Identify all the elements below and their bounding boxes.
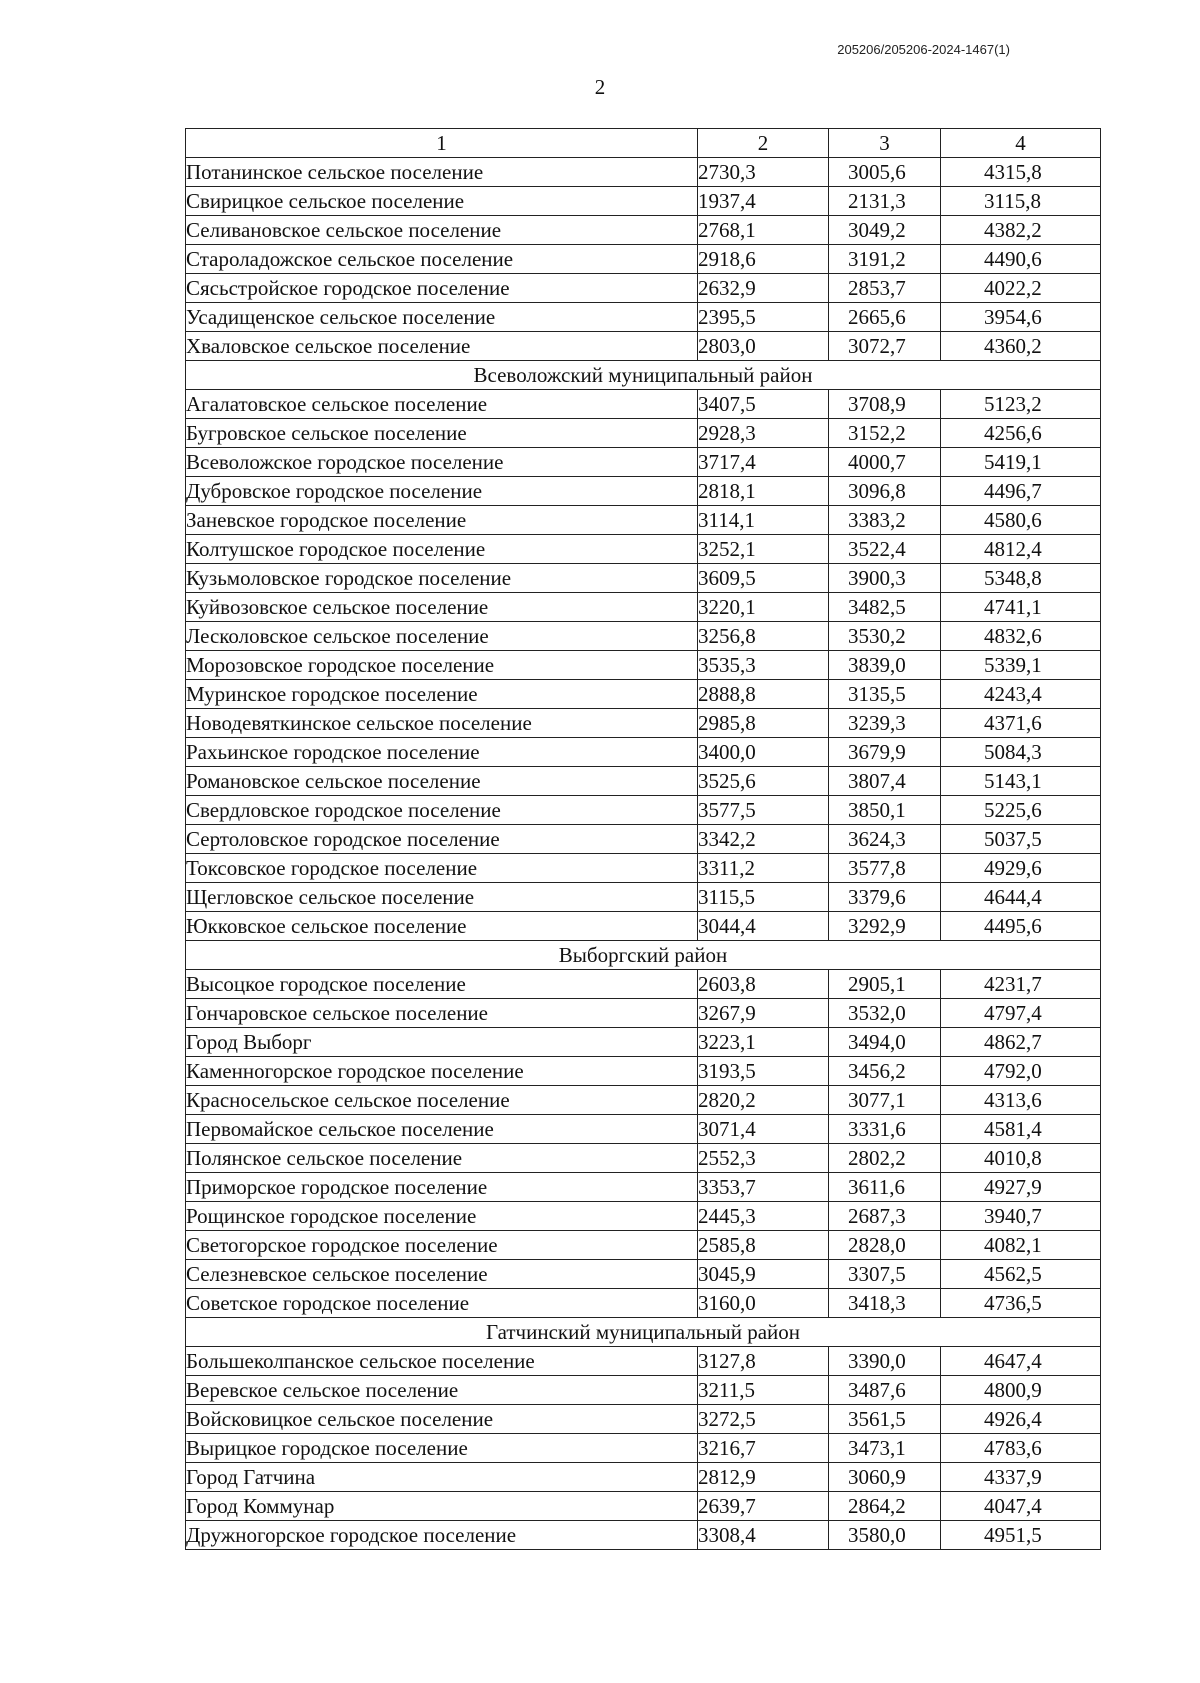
table-row <box>186 1376 1101 1405</box>
value-cell-col3: 3577,8 <box>829 854 941 883</box>
table-row <box>186 709 1101 738</box>
value-cell-col4: 4926,4 <box>941 1405 1101 1434</box>
table-row <box>186 564 1101 593</box>
value-cell-col2: 3342,2 <box>698 825 829 854</box>
value-cell-col4: 4047,4 <box>941 1492 1101 1521</box>
table-row <box>186 1115 1101 1144</box>
table-row <box>186 419 1101 448</box>
table-row <box>186 1521 1101 1550</box>
value-cell-col3: 2131,3 <box>829 187 941 216</box>
settlement-name-cell: Муринское городское поселение <box>186 680 698 709</box>
value-cell-col4: 4315,8 <box>941 158 1101 187</box>
value-cell-col4: 4736,5 <box>941 1289 1101 1318</box>
value-cell-col3: 2687,3 <box>829 1202 941 1231</box>
settlement-name-cell: Вырицкое городское поселение <box>186 1434 698 1463</box>
value-cell-col3: 3839,0 <box>829 651 941 680</box>
value-cell-col2: 3071,4 <box>698 1115 829 1144</box>
value-cell-col3: 3580,0 <box>829 1521 941 1550</box>
value-cell-col2: 3114,1 <box>698 506 829 535</box>
settlement-name-cell: Город Коммунар <box>186 1492 698 1521</box>
header-cell-3: 3 <box>829 129 941 158</box>
value-cell-col4: 4580,6 <box>941 506 1101 535</box>
table-row <box>186 883 1101 912</box>
table-row <box>186 738 1101 767</box>
value-cell-col2: 2639,7 <box>698 1492 829 1521</box>
value-cell-col3: 3331,6 <box>829 1115 941 1144</box>
table-row <box>186 1347 1101 1376</box>
value-cell-col3: 3379,6 <box>829 883 941 912</box>
value-cell-col3: 3060,9 <box>829 1463 941 1492</box>
value-cell-col4: 5348,8 <box>941 564 1101 593</box>
table-row <box>186 1289 1101 1318</box>
value-cell-col2: 2985,8 <box>698 709 829 738</box>
value-cell-col2: 3256,8 <box>698 622 829 651</box>
header-row <box>186 129 1101 158</box>
table-row <box>186 506 1101 535</box>
value-cell-col4: 4581,4 <box>941 1115 1101 1144</box>
value-cell-col4: 4797,4 <box>941 999 1101 1028</box>
value-cell-col2: 2395,5 <box>698 303 829 332</box>
section-title: Выборгский район <box>186 941 1101 970</box>
value-cell-col4: 3115,8 <box>941 187 1101 216</box>
value-cell-col4: 5339,1 <box>941 651 1101 680</box>
settlement-name-cell: Свердловское городское поселение <box>186 796 698 825</box>
settlement-name-cell: Город Выборг <box>186 1028 698 1057</box>
settlement-name-cell: Потанинское сельское поселение <box>186 158 698 187</box>
settlement-name-cell: Полянское сельское поселение <box>186 1144 698 1173</box>
value-cell-col3: 3307,5 <box>829 1260 941 1289</box>
value-cell-col4: 5143,1 <box>941 767 1101 796</box>
table-row <box>186 680 1101 709</box>
value-cell-col2: 3044,4 <box>698 912 829 941</box>
table-row <box>186 303 1101 332</box>
settlement-name-cell: Большеколпанское сельское поселение <box>186 1347 698 1376</box>
table-row <box>186 622 1101 651</box>
value-cell-col4: 4337,9 <box>941 1463 1101 1492</box>
value-cell-col4: 4496,7 <box>941 477 1101 506</box>
table-row <box>186 158 1101 187</box>
settlement-name-cell: Высоцкое городское поселение <box>186 970 698 999</box>
value-cell-col4: 4812,4 <box>941 535 1101 564</box>
value-cell-col4: 5123,2 <box>941 390 1101 419</box>
value-cell-col2: 3160,0 <box>698 1289 829 1318</box>
value-cell-col2: 3193,5 <box>698 1057 829 1086</box>
value-cell-col2: 3045,9 <box>698 1260 829 1289</box>
value-cell-col2: 2632,9 <box>698 274 829 303</box>
settlement-name-cell: Свирицкое сельское поселение <box>186 187 698 216</box>
value-cell-col4: 4792,0 <box>941 1057 1101 1086</box>
value-cell-col2: 3272,5 <box>698 1405 829 1434</box>
value-cell-col3: 3135,5 <box>829 680 941 709</box>
value-cell-col2: 2768,1 <box>698 216 829 245</box>
value-cell-col3: 3473,1 <box>829 1434 941 1463</box>
value-cell-col3: 3418,3 <box>829 1289 941 1318</box>
value-cell-col2: 3407,5 <box>698 390 829 419</box>
value-cell-col3: 3191,2 <box>829 245 941 274</box>
table-row <box>186 1492 1101 1521</box>
value-cell-col3: 3005,6 <box>829 158 941 187</box>
settlement-name-cell: Заневское городское поселение <box>186 506 698 535</box>
value-cell-col2: 2888,8 <box>698 680 829 709</box>
value-cell-col3: 3239,3 <box>829 709 941 738</box>
value-cell-col4: 4929,6 <box>941 854 1101 883</box>
value-cell-col2: 2820,2 <box>698 1086 829 1115</box>
value-cell-col3: 3807,4 <box>829 767 941 796</box>
settlement-name-cell: Колтушское городское поселение <box>186 535 698 564</box>
value-cell-col3: 3679,9 <box>829 738 941 767</box>
settlement-name-cell: Хваловское сельское поселение <box>186 332 698 361</box>
value-cell-col4: 4082,1 <box>941 1231 1101 1260</box>
value-cell-col2: 3525,6 <box>698 767 829 796</box>
settlement-name-cell: Всеволожское городское поселение <box>186 448 698 477</box>
value-cell-col3: 3152,2 <box>829 419 941 448</box>
settlement-name-cell: Красносельское сельское поселение <box>186 1086 698 1115</box>
table-row <box>186 477 1101 506</box>
value-cell-col3: 2665,6 <box>829 303 941 332</box>
settlement-name-cell: Лесколовское сельское поселение <box>186 622 698 651</box>
value-cell-col3: 3487,6 <box>829 1376 941 1405</box>
value-cell-col3: 3532,0 <box>829 999 941 1028</box>
table-row <box>186 999 1101 1028</box>
value-cell-col3: 3049,2 <box>829 216 941 245</box>
value-cell-col4: 5225,6 <box>941 796 1101 825</box>
value-cell-col2: 3223,1 <box>698 1028 829 1057</box>
value-cell-col4: 5419,1 <box>941 448 1101 477</box>
settlement-name-cell: Приморское городское поселение <box>186 1173 698 1202</box>
table-row <box>186 216 1101 245</box>
section-row <box>186 1318 1101 1347</box>
value-cell-col3: 3624,3 <box>829 825 941 854</box>
value-cell-col2: 3577,5 <box>698 796 829 825</box>
value-cell-col2: 1937,4 <box>698 187 829 216</box>
value-cell-col4: 4313,6 <box>941 1086 1101 1115</box>
value-cell-col4: 4382,2 <box>941 216 1101 245</box>
table-row <box>186 1260 1101 1289</box>
value-cell-col2: 3211,5 <box>698 1376 829 1405</box>
settlement-name-cell: Первомайское сельское поселение <box>186 1115 698 1144</box>
value-cell-col3: 2802,2 <box>829 1144 941 1173</box>
table-row <box>186 1173 1101 1202</box>
value-cell-col4: 4243,4 <box>941 680 1101 709</box>
value-cell-col2: 3267,9 <box>698 999 829 1028</box>
value-cell-col4: 4231,7 <box>941 970 1101 999</box>
table-row <box>186 912 1101 941</box>
table-row <box>186 1434 1101 1463</box>
table-row <box>186 1028 1101 1057</box>
table-row <box>186 970 1101 999</box>
value-cell-col4: 4256,6 <box>941 419 1101 448</box>
value-cell-col3: 2853,7 <box>829 274 941 303</box>
value-cell-col3: 3530,2 <box>829 622 941 651</box>
settlement-name-cell: Куйвозовское сельское поселение <box>186 593 698 622</box>
section-title: Гатчинский муниципальный район <box>186 1318 1101 1347</box>
header-cell-4: 4 <box>941 129 1101 158</box>
table-row <box>186 1086 1101 1115</box>
settlement-name-cell: Сясьстройское городское поселение <box>186 274 698 303</box>
value-cell-col3: 4000,7 <box>829 448 941 477</box>
value-cell-col2: 3216,7 <box>698 1434 829 1463</box>
value-cell-col4: 4951,5 <box>941 1521 1101 1550</box>
value-cell-col2: 3717,4 <box>698 448 829 477</box>
value-cell-col3: 3390,0 <box>829 1347 941 1376</box>
table-row <box>186 448 1101 477</box>
table-row <box>186 767 1101 796</box>
settlement-name-cell: Селивановское сельское поселение <box>186 216 698 245</box>
settlement-name-cell: Новодевяткинское сельское поселение <box>186 709 698 738</box>
value-cell-col4: 4010,8 <box>941 1144 1101 1173</box>
value-cell-col2: 3353,7 <box>698 1173 829 1202</box>
value-cell-col4: 4022,2 <box>941 274 1101 303</box>
settlement-name-cell: Каменногорское городское поселение <box>186 1057 698 1086</box>
value-cell-col3: 3482,5 <box>829 593 941 622</box>
table-row <box>186 187 1101 216</box>
value-cell-col4: 4832,6 <box>941 622 1101 651</box>
settlement-name-cell: Щегловское сельское поселение <box>186 883 698 912</box>
table-row <box>186 1405 1101 1434</box>
value-cell-col4: 4644,4 <box>941 883 1101 912</box>
settlement-name-cell: Сертоловское городское поселение <box>186 825 698 854</box>
document-id: 205206/205206-2024-1467(1) <box>837 42 1010 57</box>
settlement-name-cell: Город Гатчина <box>186 1463 698 1492</box>
value-cell-col4: 4800,9 <box>941 1376 1101 1405</box>
value-cell-col2: 3220,1 <box>698 593 829 622</box>
value-cell-col4: 3954,6 <box>941 303 1101 332</box>
value-cell-col2: 2928,3 <box>698 419 829 448</box>
value-cell-col4: 4562,5 <box>941 1260 1101 1289</box>
value-cell-col3: 3072,7 <box>829 332 941 361</box>
settlement-name-cell: Усадищенское сельское поселение <box>186 303 698 332</box>
settlement-name-cell: Веревское сельское поселение <box>186 1376 698 1405</box>
settlement-name-cell: Морозовское городское поселение <box>186 651 698 680</box>
value-cell-col4: 4371,6 <box>941 709 1101 738</box>
value-cell-col4: 4862,7 <box>941 1028 1101 1057</box>
value-cell-col2: 2585,8 <box>698 1231 829 1260</box>
table-row <box>186 825 1101 854</box>
value-cell-col4: 4495,6 <box>941 912 1101 941</box>
value-cell-col4: 4741,1 <box>941 593 1101 622</box>
table-row <box>186 1463 1101 1492</box>
data-table <box>185 128 1101 1550</box>
page-number: 2 <box>594 75 606 99</box>
value-cell-col4: 4490,6 <box>941 245 1101 274</box>
value-cell-col2: 3311,2 <box>698 854 829 883</box>
settlement-name-cell: Дубровское городское поселение <box>186 477 698 506</box>
table-row <box>186 1231 1101 1260</box>
table-row <box>186 651 1101 680</box>
value-cell-col2: 3252,1 <box>698 535 829 564</box>
settlement-name-cell: Рощинское городское поселение <box>186 1202 698 1231</box>
value-cell-col2: 2803,0 <box>698 332 829 361</box>
table-row <box>186 1057 1101 1086</box>
table-row <box>186 854 1101 883</box>
value-cell-col2: 3115,5 <box>698 883 829 912</box>
settlement-name-cell: Рахьинское городское поселение <box>186 738 698 767</box>
value-cell-col4: 4360,2 <box>941 332 1101 361</box>
value-cell-col3: 3900,3 <box>829 564 941 593</box>
value-cell-col2: 2730,3 <box>698 158 829 187</box>
value-cell-col3: 3611,6 <box>829 1173 941 1202</box>
value-cell-col2: 2812,9 <box>698 1463 829 1492</box>
value-cell-col2: 3400,0 <box>698 738 829 767</box>
section-row <box>186 361 1101 390</box>
value-cell-col3: 2864,2 <box>829 1492 941 1521</box>
table-row <box>186 796 1101 825</box>
value-cell-col2: 2818,1 <box>698 477 829 506</box>
value-cell-col2: 2918,6 <box>698 245 829 274</box>
settlement-name-cell: Советское городское поселение <box>186 1289 698 1318</box>
header-cell-2: 2 <box>698 129 829 158</box>
table-row <box>186 535 1101 564</box>
settlement-name-cell: Кузьмоловское городское поселение <box>186 564 698 593</box>
value-cell-col2: 3535,3 <box>698 651 829 680</box>
table-row <box>186 274 1101 303</box>
settlement-name-cell: Агалатовское сельское поселение <box>186 390 698 419</box>
value-cell-col2: 2552,3 <box>698 1144 829 1173</box>
value-cell-col2: 2603,8 <box>698 970 829 999</box>
value-cell-col4: 3940,7 <box>941 1202 1101 1231</box>
value-cell-col3: 3456,2 <box>829 1057 941 1086</box>
value-cell-col3: 3096,8 <box>829 477 941 506</box>
value-cell-col3: 3077,1 <box>829 1086 941 1115</box>
value-cell-col2: 3308,4 <box>698 1521 829 1550</box>
value-cell-col3: 3292,9 <box>829 912 941 941</box>
settlement-name-cell: Староладожское сельское поселение <box>186 245 698 274</box>
table-row <box>186 245 1101 274</box>
settlement-name-cell: Токсовское городское поселение <box>186 854 698 883</box>
settlement-name-cell: Романовское сельское поселение <box>186 767 698 796</box>
settlement-name-cell: Дружногорское городское поселение <box>186 1521 698 1550</box>
value-cell-col3: 3561,5 <box>829 1405 941 1434</box>
value-cell-col2: 3609,5 <box>698 564 829 593</box>
table-row <box>186 1202 1101 1231</box>
settlement-name-cell: Войсковицкое сельское поселение <box>186 1405 698 1434</box>
value-cell-col3: 3850,1 <box>829 796 941 825</box>
value-cell-col4: 5037,5 <box>941 825 1101 854</box>
value-cell-col2: 2445,3 <box>698 1202 829 1231</box>
settlement-name-cell: Бугровское сельское поселение <box>186 419 698 448</box>
value-cell-col4: 5084,3 <box>941 738 1101 767</box>
section-title: Всеволожский муниципальный район <box>186 361 1101 390</box>
value-cell-col2: 3127,8 <box>698 1347 829 1376</box>
value-cell-col4: 4927,9 <box>941 1173 1101 1202</box>
value-cell-col4: 4647,4 <box>941 1347 1101 1376</box>
value-cell-col3: 3494,0 <box>829 1028 941 1057</box>
settlement-name-cell: Гончаровское сельское поселение <box>186 999 698 1028</box>
table-row <box>186 332 1101 361</box>
value-cell-col3: 3522,4 <box>829 535 941 564</box>
section-row <box>186 941 1101 970</box>
settlement-name-cell: Светогорское городское поселение <box>186 1231 698 1260</box>
header-cell-1: 1 <box>186 129 698 158</box>
settlement-name-cell: Юкковское сельское поселение <box>186 912 698 941</box>
value-cell-col3: 2828,0 <box>829 1231 941 1260</box>
settlement-name-cell: Селезневское сельское поселение <box>186 1260 698 1289</box>
value-cell-col3: 3708,9 <box>829 390 941 419</box>
value-cell-col4: 4783,6 <box>941 1434 1101 1463</box>
table-row <box>186 1144 1101 1173</box>
value-cell-col3: 3383,2 <box>829 506 941 535</box>
value-cell-col3: 2905,1 <box>829 970 941 999</box>
table-row <box>186 390 1101 419</box>
table-row <box>186 593 1101 622</box>
